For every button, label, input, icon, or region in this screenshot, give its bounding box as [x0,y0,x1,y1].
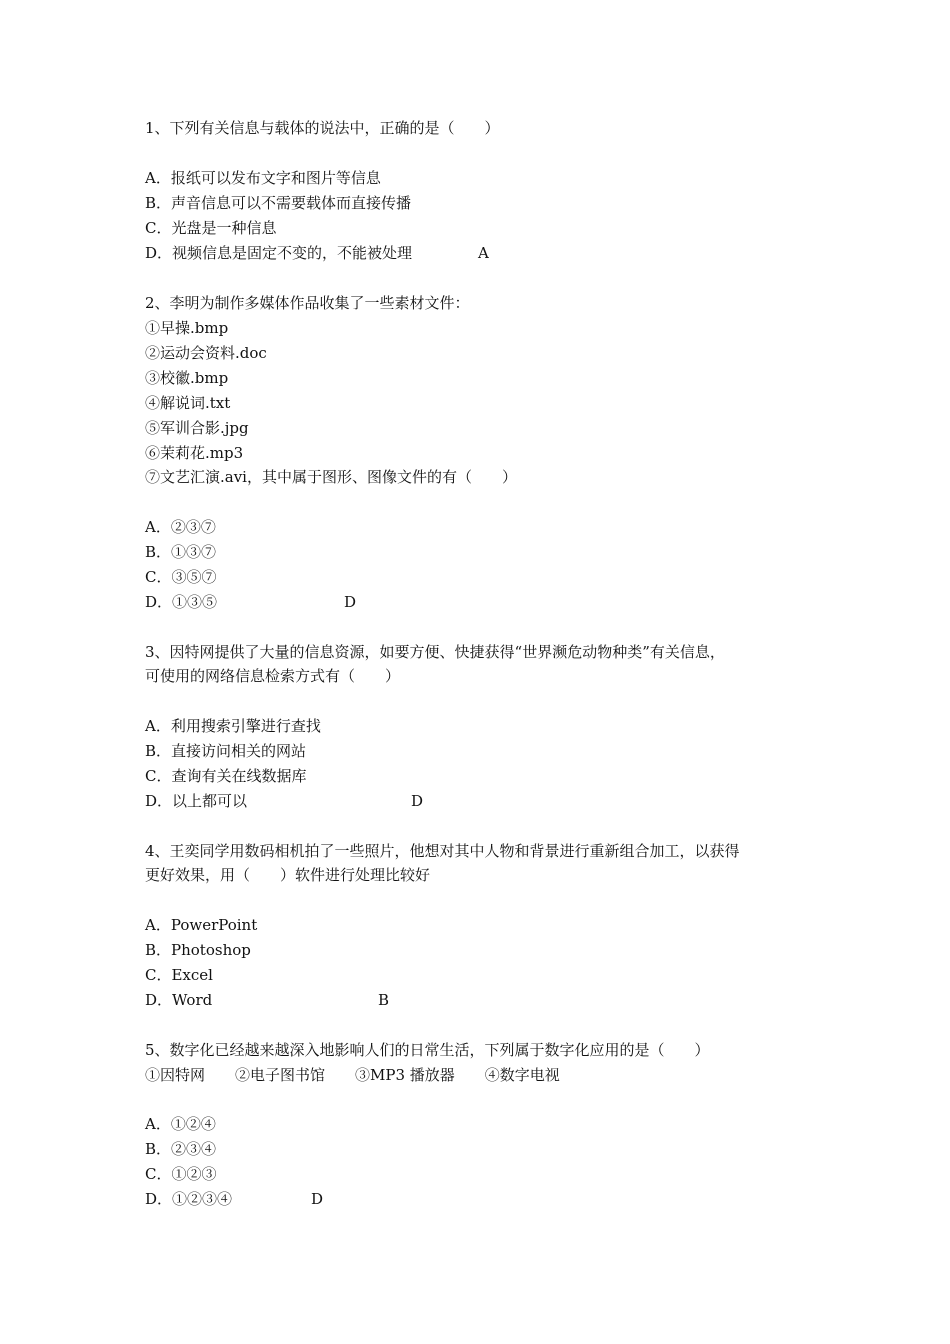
question-4-option-b: B．Photoshop [145,941,251,959]
question-5-answer: D [311,1190,324,1208]
question-3-option-c: C．查询有关在线数据库 [145,767,307,785]
question-3-option-b: B．直接访问相关的网站 [145,742,307,760]
question-1-option-d: D．视频信息是固定不变的，不能被处理 [145,244,413,262]
question-1-option-c: C．光盘是一种信息 [145,219,277,237]
question-5-stem-line-2: ①因特网 ②电子图书馆 ③MP3 播放器 ④数字电视 [145,1066,560,1084]
question-2-stem-line-7: ⑥茉莉花.mp3 [145,444,244,462]
question-2-stem-line-1: 2、李明为制作多媒体作品收集了一些素材文件： [145,294,470,312]
question-5-option-c: C．①②③ [145,1165,217,1183]
question-2-option-c: C．③⑤⑦ [145,568,217,586]
question-1-option-b: B．声音信息可以不需要载体而直接传播 [145,194,412,212]
question-3-option-d: D．以上都可以 [145,792,248,810]
question-2-option-d: D．①③⑤ [145,593,218,611]
question-2-stem-line-2: ①早操.bmp [145,319,229,337]
question-3-stem-line-1: 3、因特网提供了大量的信息资源，如要方便、快捷获得“世界濒危动物种类”有关信息， [145,643,725,661]
question-4-option-a: A．PowerPoint [145,916,258,934]
question-2-stem-line-4: ③校徽.bmp [145,369,229,387]
question-2-stem-line-6: ⑤军训合影.jpg [145,419,249,437]
question-3-answer: D [411,792,424,810]
question-2-stem-line-3: ②运动会资料.doc [145,344,267,362]
question-2-answer: D [344,593,357,611]
question-2-option-b: B．①③⑦ [145,543,217,561]
question-4-option-d: D．Word [145,991,213,1009]
question-2-stem-line-8: ⑦文艺汇演.avi，其中属于图形、图像文件的有（ ） [145,468,517,486]
question-5-option-b: B．②③④ [145,1140,217,1158]
question-1-answer: A [478,244,489,262]
question-1-stem-line-1: 1、下列有关信息与载体的说法中，正确的是（ ） [145,119,500,137]
question-3-option-a: A．利用搜索引擎进行查找 [145,717,321,735]
question-1-option-a: A．报纸可以发布文字和图片等信息 [145,169,381,187]
question-5-stem-line-1: 5、数字化已经越来越深入地影响人们的日常生活，下列属于数字化应用的是（ ） [145,1041,710,1059]
question-4-answer: B [378,991,390,1009]
question-5-option-d: D．①②③④ [145,1190,233,1208]
question-4-stem-line-2: 更好效果，用（ ）软件进行处理比较好 [145,866,431,884]
question-5-option-a: A．①②④ [145,1115,216,1133]
question-4-stem-line-1: 4、王奕同学用数码相机拍了一些照片，他想对其中人物和背景进行重新组合加工，以获得 [145,842,740,860]
question-3-stem-line-2: 可使用的网络信息检索方式有（ ） [145,667,401,685]
question-4-option-c: C．Excel [145,966,213,984]
question-2-stem-line-5: ④解说词.txt [145,394,231,412]
question-2-option-a: A．②③⑦ [145,518,216,536]
